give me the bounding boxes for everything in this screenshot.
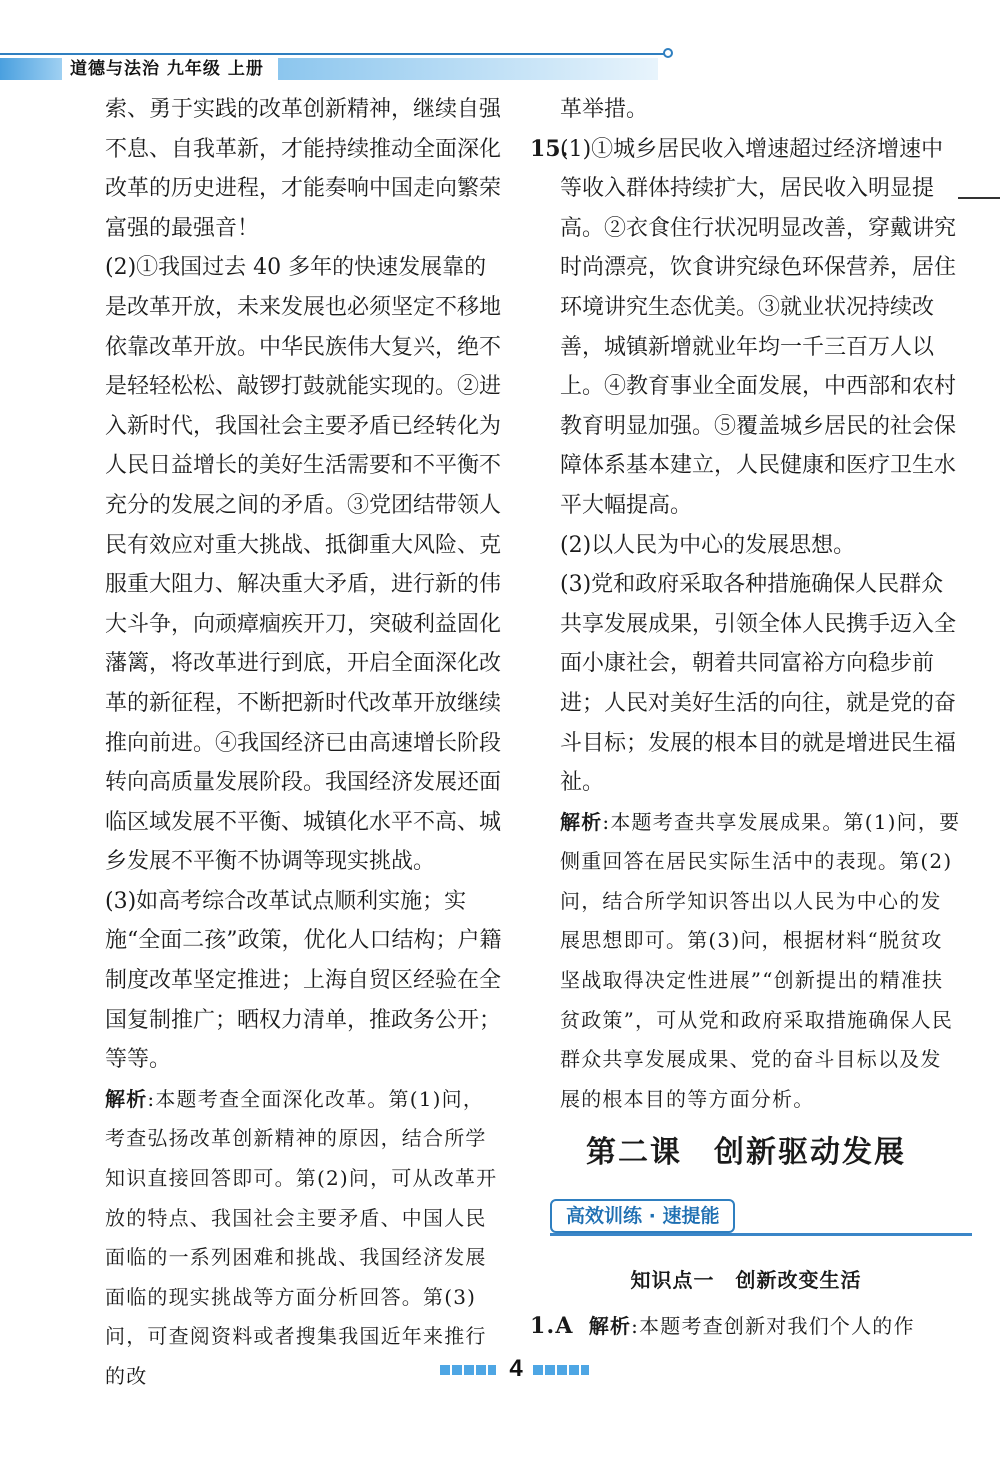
header-rule-end-dot [663,48,673,58]
question-1-answer [530,1307,962,1347]
answer-text: (1)①城乡居民收入增速超过经济增速中等收入群体持续扩大，居民收入明显提高。②衣食住行状况明显改善，穿戴讲究时尚漂亮，饮食讲究绿色环保营养，居住环境讲究生态优美。③就业状况持续改善，城镇新增就业年均一千三百万人以上。④教育事业全面发展，中西部和农村教育明显加强。⑤覆盖城乡居民的社会保障体系基本建立，人民健康和医疗卫生水平大幅提高。 [560,136,957,518]
answer-paragraph: (3)如高考综合改革试点顺利实施；实施“全面二孩”政策，优化人口结构；户籍制度改革坚定推进；上海自贸区经验在全国复制推广；晒权力清单，推政务公开；等等。 [105,888,502,1073]
page-number: 4 [509,1355,523,1382]
explanation-text: :本题考查全面深化改革。第(1)问，考查弘扬改革创新精神的原因，结合所学知识直接回答即可。第(2)问，可从改革开放的特点、我国社会主要矛盾、中国人民面临的一系列困难和挑战、我国经济发展面临的现实挑战等方面分析回答。第(3)问，可查阅资料或者搜集我国近年来推行的改 [105,1086,498,1388]
header-accent-right [278,58,658,80]
explanation [105,1080,505,1397]
left-column [105,90,505,1397]
right-column [530,90,962,1346]
header-accent-left [0,58,62,80]
question-number: 1.A [530,1312,574,1339]
margin-mark [958,197,1000,199]
knowledge-point-heading: 知识点一 创新改变生活 [630,1268,862,1293]
explanation-text: :本题考查创新对我们个人的作 [631,1313,915,1338]
question-15-answer [530,130,962,526]
explanation-label: 解析 [560,809,603,834]
answer-paragraph: 索、勇于实践的改革创新精神，继续自强不息、自我革新，才能持续推动全面深化改革的历史进程，才能奏响中国走向繁荣富强的最强音！ [105,97,502,241]
page-footer [430,1355,590,1385]
section-tag [550,1195,962,1239]
explanation-label: 解析 [105,1086,148,1111]
answer-paragraph: (2)①我国过去 40 多年的快速发展靠的是改革开放，未来发展也必须坚定不移地依靠改革开放。中华民族伟大复兴，绝不是轻轻松松、敲锣打鼓就能实现的。②进入新时代，我国社会主要矛盾已经转化为人民日益增长的美好生活需要和不平衡不充分的发展之间的矛盾。③党团结带领人民有效应对重大挑战、抵御重大风险、克服重大阻力、解决重大矛盾，进行新的伟大斗争，向顽瘴痼疾开刀，突破利益固化藩篱，将改革进行到底，开启全面深化改革的新征程，不断把新时代改革开放继续推向前进。④我国经济已由高速增长阶段转向高质量发展阶段。我国经济发展还面临区域发展不平衡、城镇化水平不高、城乡发展不平衡不协调等现实挑战。 [105,255,502,875]
explanation [530,803,962,1120]
header-rule [0,53,665,55]
section-tag-rule [550,1233,972,1236]
lesson-title: 第二课 创新驱动发展 [586,1135,906,1171]
page-header [0,50,680,82]
book-title: 道德与法治 九年级 上册 [70,59,264,79]
footer-ornament-right [533,1365,589,1375]
footer-ornament-left [440,1365,496,1375]
answer-paragraph: 革举措。 [560,97,649,122]
answer-paragraph: (3)党和政府采取各种措施确保人民群众共享发展成果，引领全体人民携手迈入全面小康社会，朝着共同富裕方向稳步前进；人民对美好生活的向往，就是党的奋斗目标；发展的根本目的就是增进民生福祉。 [560,572,957,796]
question-number: 15. [530,135,569,162]
explanation-text: :本题考查共享发展成果。第(1)问，要侧重回答在居民实际生活中的表现。第(2)问，结合所学知识答出以人民为中心的发展思想即可。第(3)问，根据材料“脱贫攻坚战取得决定性进展”“创新提出的精准扶贫政策”，可从党和政府采取措施确保人民群众共享发展成果、党的奋斗目标以及发展的根本目的等方面分析。 [560,809,961,1111]
explanation-label: 解析 [588,1313,632,1338]
section-tag-label: 高效训练 · 速提能 [550,1199,735,1233]
answer-paragraph: (2)以人民为中心的发展思想。 [560,532,856,558]
